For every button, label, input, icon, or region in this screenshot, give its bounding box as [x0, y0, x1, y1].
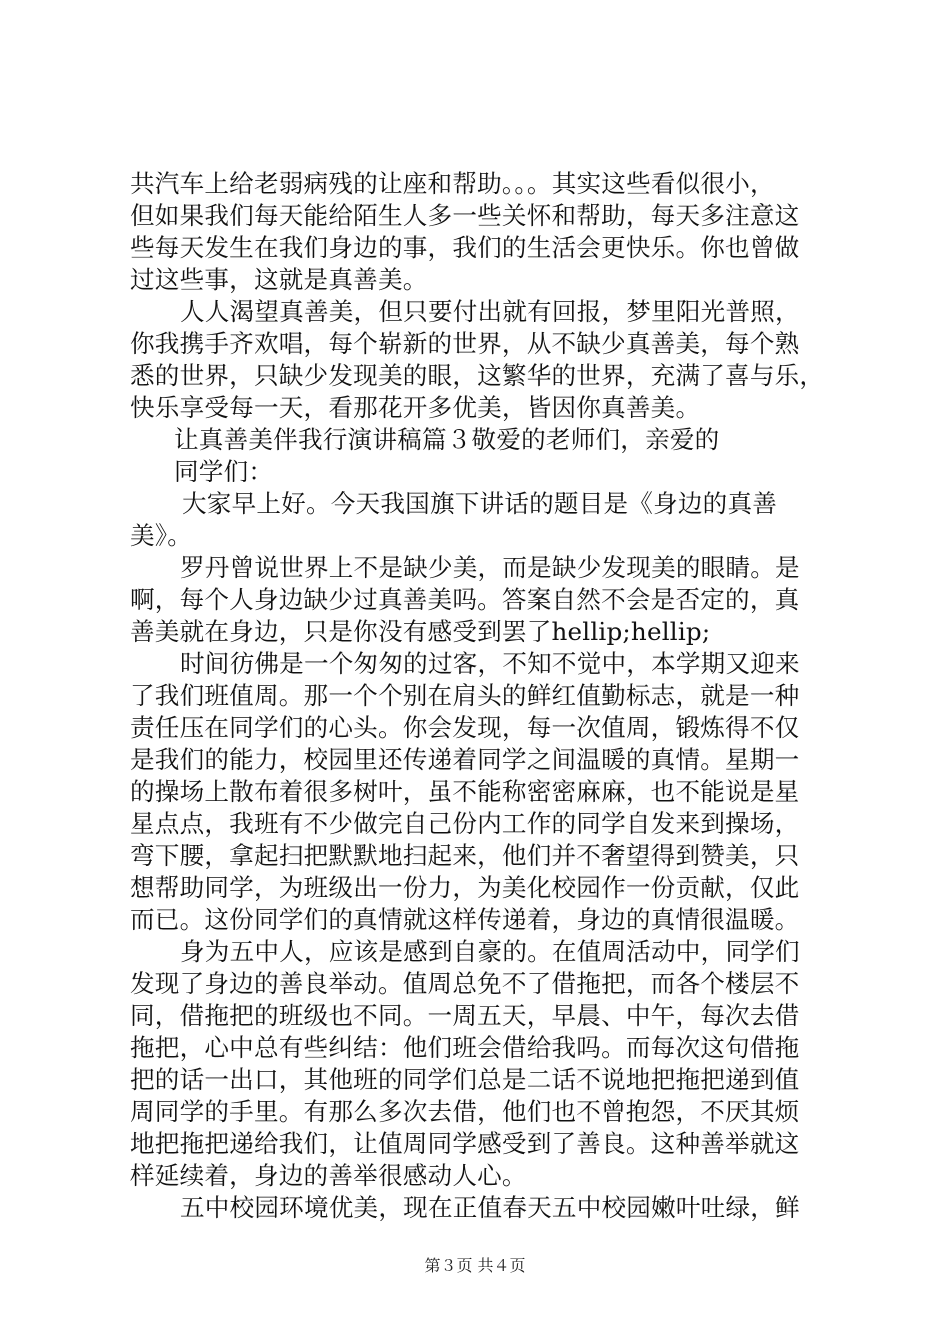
- text-line: 是我们的能力，校园里还传递着同学之间温暖的真情。星期一: [130, 745, 800, 774]
- text-line: 你我携手齐欢唱，每个崭新的世界，从不缺少真善美，每个熟: [130, 329, 800, 358]
- text-line: 想帮助同学，为班级出一份力，为美化校园作一份贡献，仅此: [130, 873, 800, 902]
- page-footer: [0, 1256, 950, 1276]
- text-line: 过这些事，这就是真善美。: [130, 265, 428, 294]
- page-number: 第３页 共４页: [424, 1256, 526, 1275]
- text-line: 发现了身边的善良举动。值周总免不了借拖把，而各个楼层不: [130, 969, 800, 998]
- text-line: 拖把，心中总有些纠结：他们班会借给我吗。而每次这句借拖: [130, 1033, 800, 1062]
- body-text: [130, 168, 850, 1224]
- text-line: 啊，每个人身边缺少过真善美吗。答案自然不会是否定的，真: [130, 585, 800, 614]
- text-line: 的操场上散布着很多树叶，虽不能称密密麻麻，也不能说是星: [130, 777, 800, 806]
- paragraph-start: 五中校园环境优美，现在正值春天五中校园嫩叶吐绿，鲜: [180, 1193, 800, 1222]
- paragraph-start: 罗丹曾说世界上不是缺少美，而是缺少发现美的眼睛。是: [180, 553, 800, 582]
- text-line: 但如果我们每天能给陌生人多一些关怀和帮助，每天多注意这: [130, 201, 800, 230]
- text-line: 弯下腰，拿起扫把默默地扫起来，他们并不奢望得到赞美，只: [130, 841, 800, 870]
- text-line: 美》。: [130, 521, 193, 550]
- text-line: 责任压在同学们的心头。你会发现，每一次值周，锻炼得不仅: [130, 713, 800, 742]
- paragraph-start: 人人渴望真善美，但只要付出就有回报，梦里阳光普照，: [180, 297, 800, 326]
- text-line: 善美就在身边，只是你没有感受到罢了hellip;hellip;: [130, 617, 711, 646]
- text-line: 快乐享受每一天，看那花开多优美，皆因你真善美。: [130, 393, 701, 422]
- text-line: 而已。这份同学们的真情就这样传递着，身边的真情很温暖。: [130, 905, 800, 934]
- section-heading: 让真善美伴我行演讲稿篇３敬爱的老师们，亲爱的: [174, 425, 720, 454]
- text-line: 样延续着，身边的善举很感动人心。: [130, 1161, 527, 1190]
- paragraph-start: 身为五中人，应该是感到自豪的。在值周活动中，同学们: [180, 937, 800, 966]
- salutation: 同学们：: [174, 457, 274, 486]
- text-line: 了我们班值周。那一个个别在肩头的鲜红值勤标志，就是一种: [130, 681, 800, 710]
- paragraph-start: 时间彷佛是一个匆匆的过客，不知不觉中，本学期又迎来: [180, 649, 800, 678]
- text-line: 周同学的手里。有那么多次去借，他们也不曾抱怨，不厌其烦: [130, 1097, 800, 1126]
- text-line: 悉的世界，只缺少发现美的眼，这繁华的世界，充满了喜与乐，: [130, 361, 825, 390]
- paragraph-start: 大家早上好。今天我国旗下讲话的题目是《身边的真善: [182, 489, 778, 518]
- text-line: 同，借拖把的班级也不同。一周五天，早晨、中午，每次去借: [130, 1001, 800, 1030]
- text-line: 些每天发生在我们身边的事，我们的生活会更快乐。你也曾做: [130, 233, 800, 262]
- text-line: 地把拖把递给我们，让值周同学感受到了善良。这种善举就这: [130, 1129, 800, 1158]
- text-line: 把的话一出口，其他班的同学们总是二话不说地把拖把递到值: [130, 1065, 800, 1094]
- text-line: 星点点，我班有不少做完自己份内工作的同学自发来到操场，: [130, 809, 800, 838]
- text-line: 共汽车上给老弱病残的让座和帮助。。。其实这些看似很小，: [130, 169, 775, 198]
